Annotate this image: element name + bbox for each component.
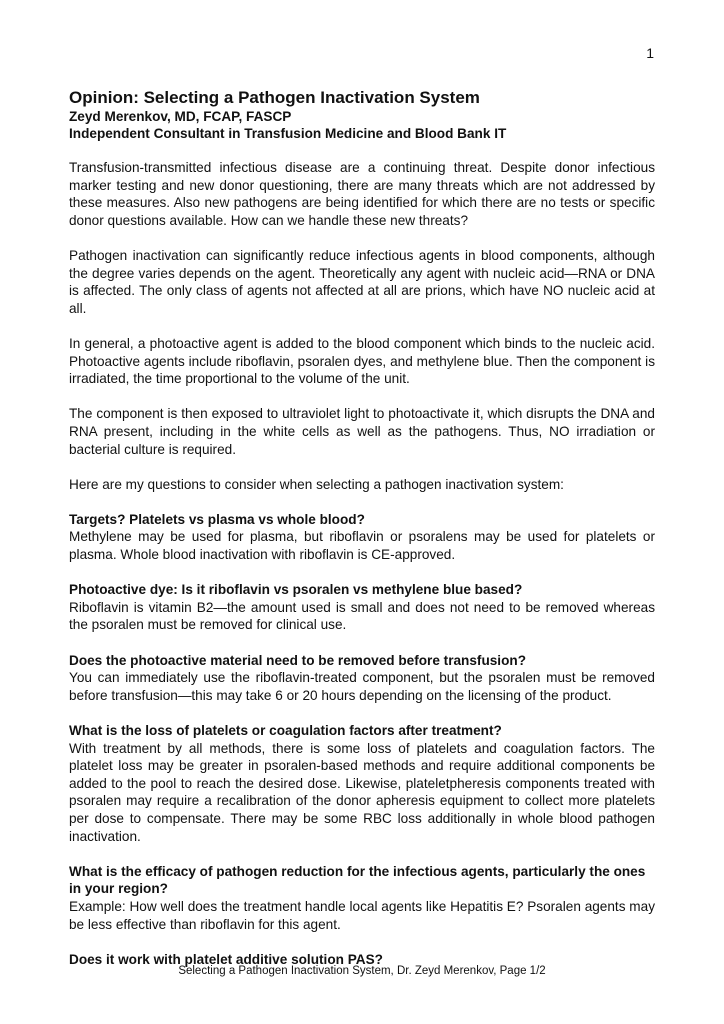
paragraph-photoactive-agent: In general, a photoactive agent is added to the blood component which binds to the nucleic acid. Photoactive agents include riboflavin, psoralen dyes, and methylene blue. Then the component is irradiated, the time proportional to the volume of the unit. — [69, 335, 655, 387]
affiliation-line: Independent Consultant in Transfusion Medicine and Blood Bank IT — [69, 126, 507, 141]
document-header — [69, 88, 655, 142]
author-line: Zeyd Merenkov, MD, FCAP, FASCP — [69, 109, 292, 124]
question-heading: What is the efficacy of pathogen reduction for the infectious agents, particularly the ones in your region? — [69, 863, 646, 897]
question-answer: Example: How well does the treatment handle local agents like Hepatitis E? Psoralen agents may be less effective than riboflavin for this agent. — [69, 898, 655, 932]
question-answer: You can immediately use the riboflavin-treated component, but the psoralen must be removed before transfusion—this may take 6 or 20 hours depending on the licensing of the product. — [69, 670, 655, 703]
page-footer: Selecting a Pathogen Inactivation System, Dr. Zeyd Merenkov, Page 1/2 — [178, 965, 546, 977]
paragraph-pathogen-inactivation: Pathogen inactivation can significantly reduce infectious agents in blood components, although the degree varies depends on the agent. Theoretically any agent with nucleic acid—RNA or DNA is affected. The only class of agents not affected at all are prions, which have NO nucleic acid at all. — [69, 247, 655, 316]
question-section — [69, 722, 655, 845]
question-heading: Photoactive dye: Is it riboflavin vs psoralen vs methylene blue based? — [69, 582, 523, 598]
question-section — [69, 581, 655, 634]
question-heading: What is the loss of platelets or coagulation factors after treatment? — [69, 723, 502, 738]
document-body — [69, 88, 655, 986]
question-heading: Does the photoactive material need to be removed before transfusion? — [69, 652, 526, 668]
question-section — [69, 511, 655, 564]
question-answer: Riboflavin is vitamin B2—the amount used is small and does not need to be removed whereas the psoralen must be removed for clinical use. — [69, 599, 655, 633]
question-answer: With treatment by all methods, there is some loss of platelets and coagulation factors. The platelet loss may be greater in psoralen-based methods and require additional components be added to the pool to reach the desired dose. Likewise, plateletpheresis components treated with psoralen may require a recalibration of the donor apheresis equipment to collect more platelets per dose to compensate. There may be some RBC loss additionally in whole blood pathogen inactivation. — [69, 740, 655, 844]
question-section — [69, 863, 655, 933]
paragraph-questions-intro: Here are my questions to consider when selecting a pathogen inactivation system: — [69, 476, 564, 492]
page-number: 1 — [646, 45, 654, 61]
question-section — [69, 652, 655, 705]
question-answer: Methylene may be used for plasma, but riboflavin or psoralens may be used for platelets or plasma. Whole blood inactivation with riboflavin is CE-approved. — [69, 529, 655, 563]
document-title: Opinion: Selecting a Pathogen Inactivation System — [69, 88, 480, 107]
paragraph-intro: Transfusion-transmitted infectious disease are a continuing threat. Despite donor infectious marker testing and new donor questioning, there are many threats which are not addressed by these measures. Also new pathogens are being identified for which there are no tests or specific donor questions available. How can we handle these new threats? — [69, 160, 655, 228]
question-heading: Does it work with platelet additive solution PAS? — [69, 951, 383, 967]
paragraph-uv-exposure: The component is then exposed to ultraviolet light to photoactivate it, which disrupts the DNA and RNA present, including in the white cells as well as the pathogens. Thus, NO irradiation or bacterial culture is required. — [69, 406, 655, 457]
question-heading: Targets? Platelets vs plasma vs whole blood? — [69, 511, 365, 527]
